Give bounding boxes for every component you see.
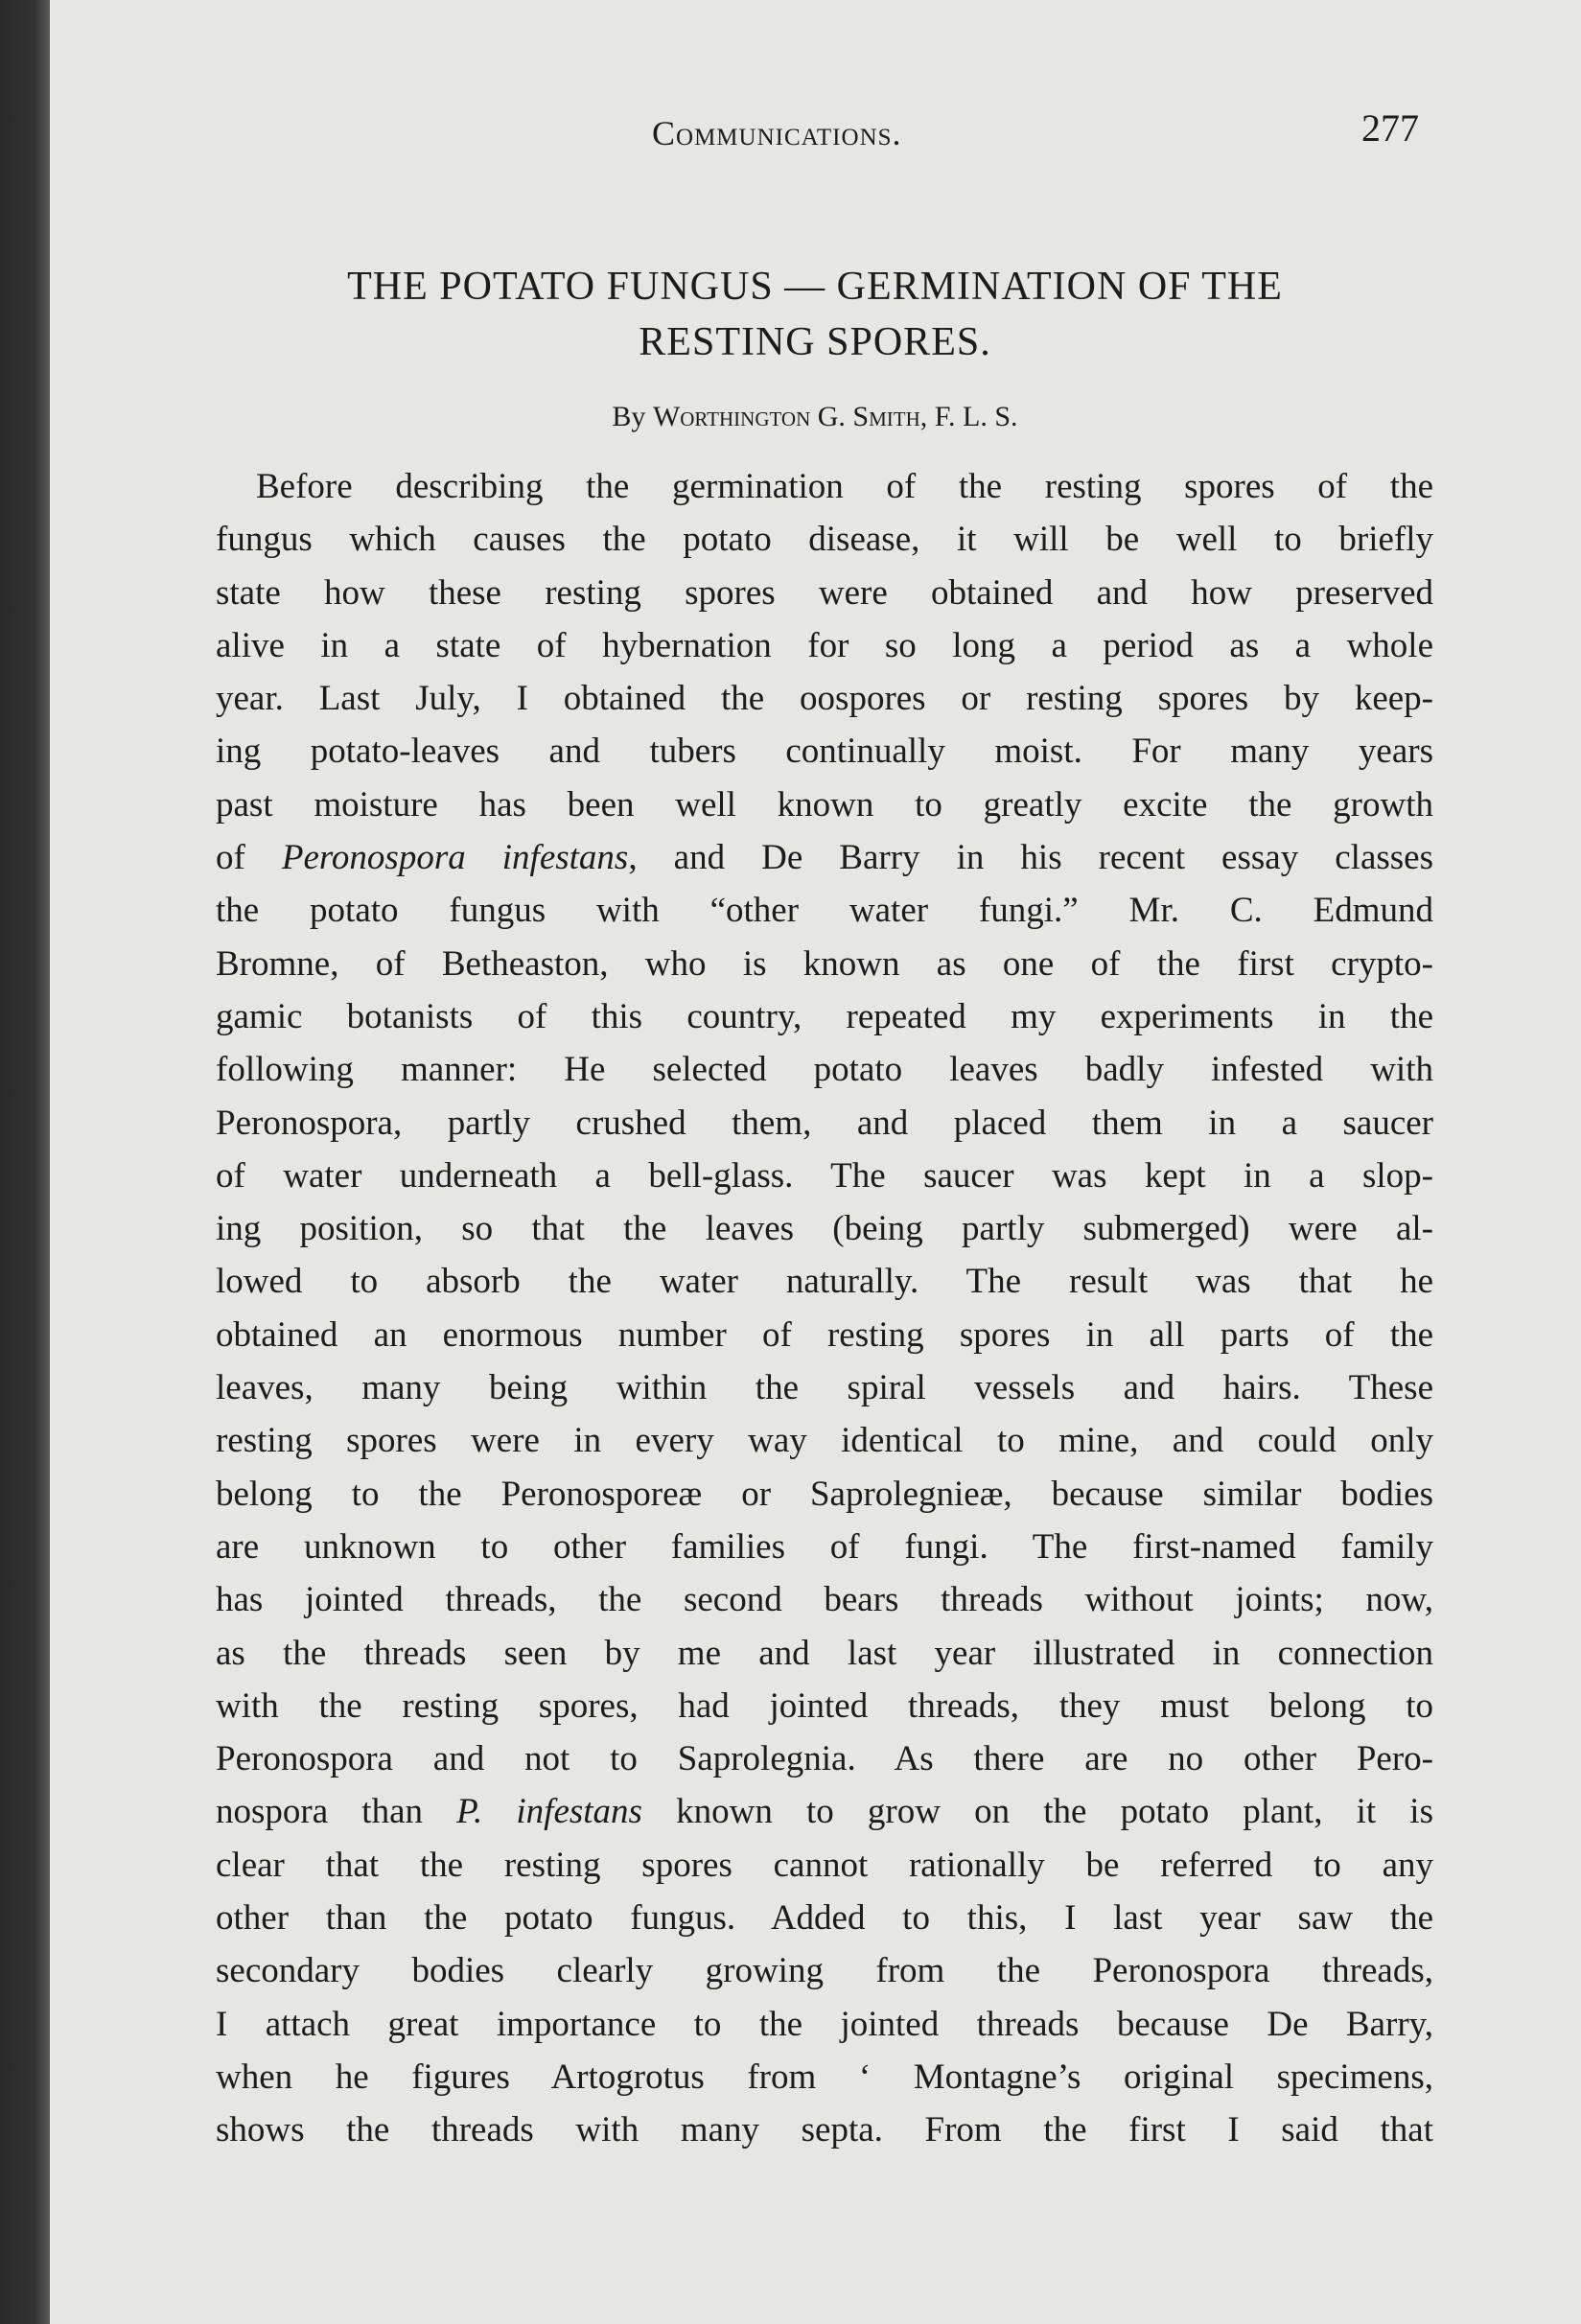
body-line: state how these resting spores were obtained and how preserved [216, 572, 1433, 613]
body-line: are unknown to other families of fungi. The first-named family [216, 1526, 1433, 1567]
body-line: ing potato-leaves and tubers continually moist. For many years [216, 732, 1433, 772]
body-line: as the threads seen by me and last year illustrated in connection [216, 1633, 1433, 1673]
body-line: resting spores were in every way identical to mine, and could only [216, 1421, 1433, 1461]
body-text-run: nospora than [216, 1792, 457, 1832]
italic-species-name: P. infestans [456, 1792, 642, 1832]
body-line: with the resting spores, had jointed threads, they must belong to [216, 1685, 1433, 1726]
page-header [221, 105, 1419, 163]
body-line: clear that the resting spores cannot rationally be referred to any [216, 1845, 1433, 1885]
body-line: following manner: He selected potato leaves badly infested with [216, 1050, 1433, 1090]
article-title-line-1: THE POTATO FUNGUS — GERMINATION OF THE [347, 265, 1283, 309]
body-line: year. Last July, I obtained the oospores or resting spores by keep- [216, 679, 1433, 719]
body-line: Peronospora, partly crushed them, and placed them in a saucer [216, 1103, 1433, 1143]
body-text-run: , and De Barry in his recent essay classes [628, 838, 1433, 878]
body-line: shows the threads with many septa. From the first I said that [216, 2110, 1433, 2150]
italic-species-name: Peronospora infestans [281, 838, 629, 878]
body-line: when he figures Artogrotus from ‘ Montagne’s original specimens, [216, 2057, 1433, 2097]
body-line: Before describing the germination of the resting spores of the [256, 467, 1433, 506]
byline-author: Worthington G. Smith, F. L. S. [652, 401, 1018, 432]
body-line: of water underneath a bell-glass. The saucer was kept in a slop- [216, 1155, 1433, 1196]
running-head: Communications. [652, 114, 902, 152]
body-line: belong to the Peronosporeæ or Saprolegnieæ, because similar bodies [216, 1474, 1433, 1514]
body-line: the potato fungus with “other water fungi.” Mr. C. Edmund [216, 891, 1433, 931]
body-line: leaves, many being within the spiral vessels and hairs. These [216, 1368, 1433, 1408]
body-line: other than the potato fungus. Added to this, I last year saw the [216, 1898, 1433, 1939]
body-text-run: known to grow on the potato plant, it is [641, 1792, 1433, 1832]
byline-prefix: By [612, 401, 646, 432]
body-text-run: of [216, 838, 282, 878]
body-line: fungus which causes the potato disease, it will be well to briefly [216, 520, 1433, 560]
body-line: Peronospora and not to Saprolegnia. As there are no other Pero- [216, 1739, 1433, 1779]
body-line-with-italic [216, 1785, 1433, 1838]
body-line: Bromne, of Betheaston, who is known as one of the first crypto- [216, 943, 1433, 984]
page-number: 277 [1361, 106, 1419, 150]
article-title-line-2: RESTING SPORES. [639, 320, 991, 364]
body-line: secondary bodies clearly growing from the Peronospora threads, [216, 1951, 1433, 1991]
body-line: obtained an enormous number of resting spores in all parts of the [216, 1314, 1433, 1355]
body-line: gamic botanists of this country, repeated my experiments in the [216, 996, 1433, 1036]
body-line: I attach great importance to the jointed threads because De Barry, [216, 2004, 1433, 2044]
body-line: has jointed threads, the second bears threads without joints; now, [216, 1580, 1433, 1620]
body-line: past moisture has been well known to greatly excite the growth [216, 784, 1433, 825]
byline [221, 401, 1409, 433]
book-binding-edge [0, 0, 50, 2324]
body-line: alive in a state of hybernation for so long a period as a whole [216, 625, 1433, 665]
body-line-with-italic [216, 831, 1433, 884]
article-title [221, 259, 1409, 370]
body-line: lowed to absorb the water naturally. The result was that he [216, 1262, 1433, 1302]
body-line: ing position, so that the leaves (being partly submerged) were al- [216, 1209, 1433, 1249]
body-text [216, 460, 1433, 2157]
